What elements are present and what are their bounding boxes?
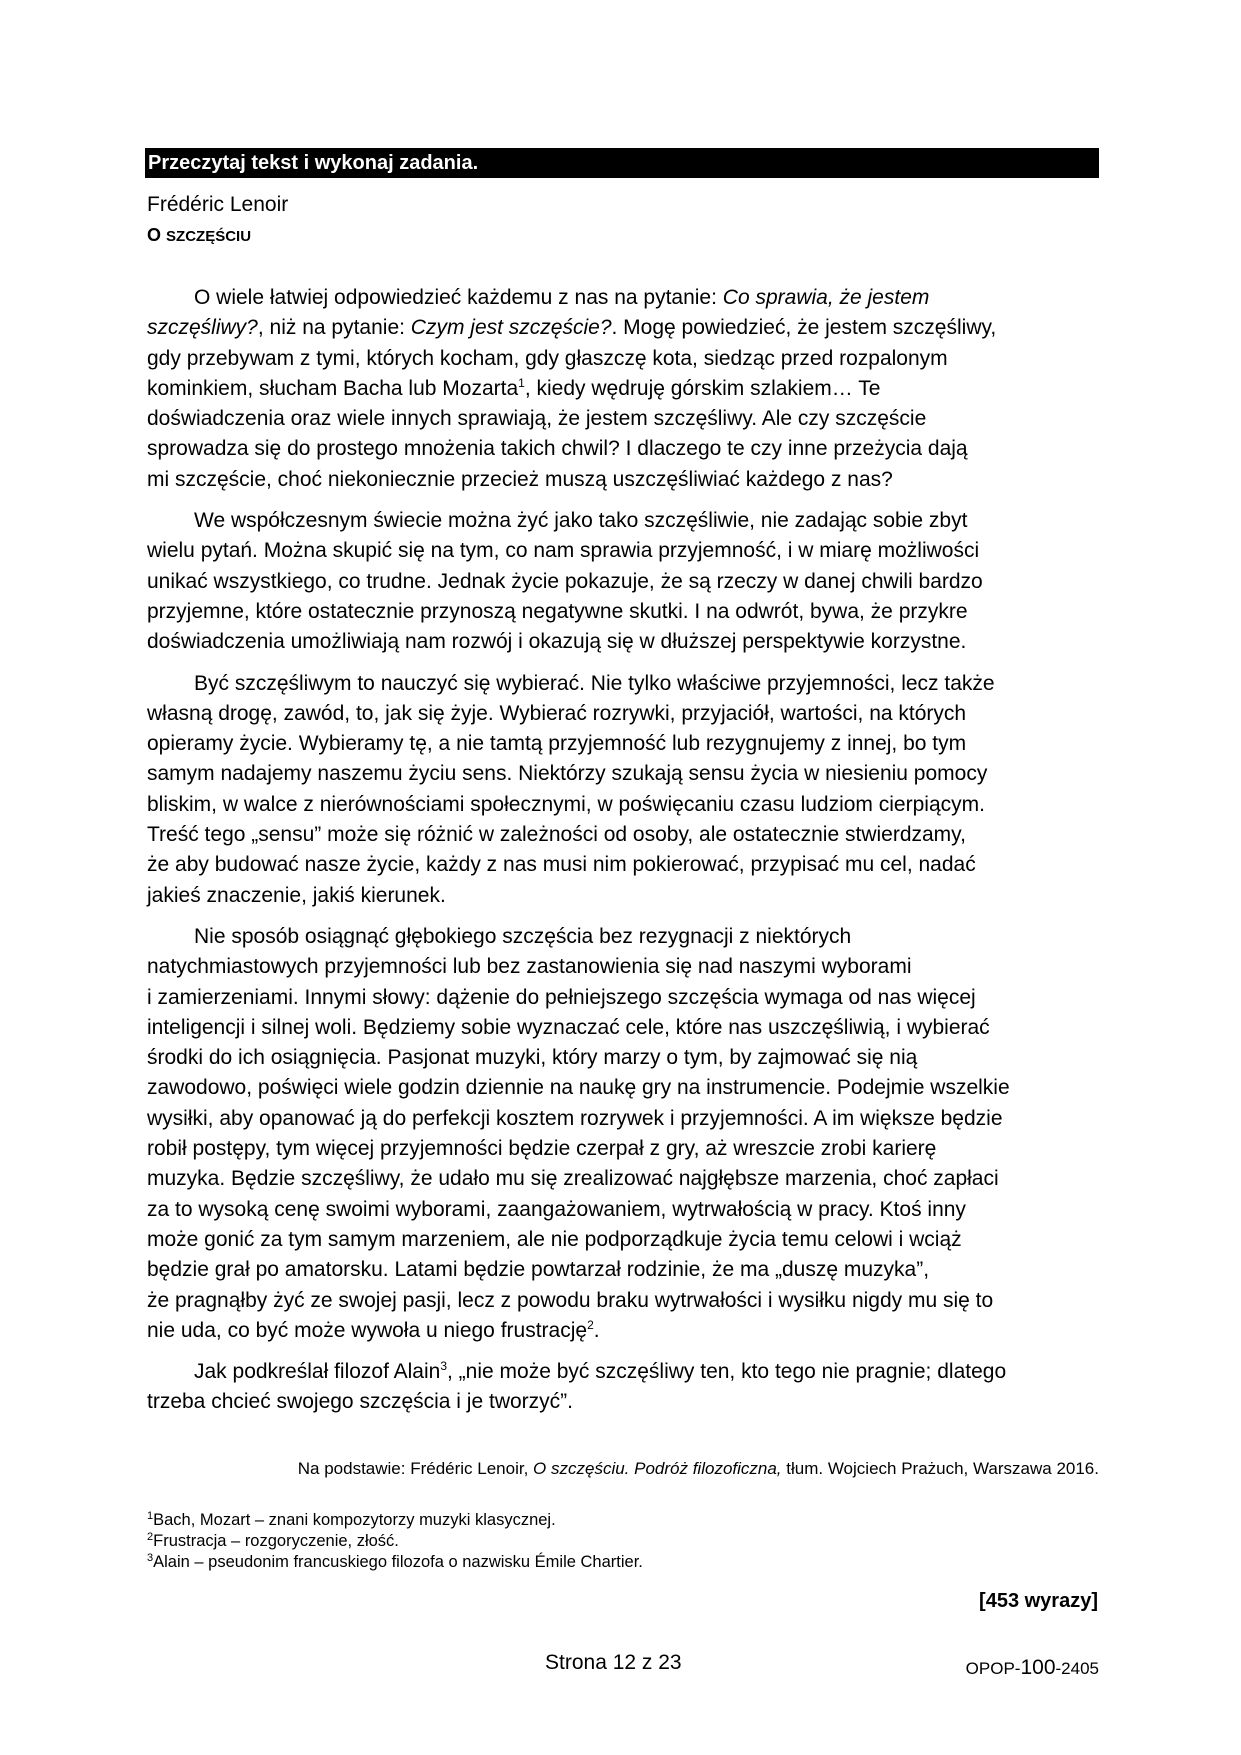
text-line: [147, 952, 1107, 982]
word-count: [453 wyrazy]: [979, 1590, 1098, 1612]
text-segment: gdy przebywam z tymi, których kocham, gdy głaszczę kota, siedząc przed rozpalonym: [147, 346, 948, 370]
text-line: [147, 699, 1107, 729]
exam-code-prefix: OPOP-: [965, 1659, 1021, 1678]
text-line: [147, 374, 1107, 404]
source-prefix: Na podstawie: Frédéric Lenoir,: [297, 1459, 534, 1478]
text-line: [147, 404, 1107, 434]
text-line: [147, 1134, 1107, 1164]
text-segment: Co sprawia, że jestem: [722, 286, 930, 309]
footnote-text: Alain – pseudonim francuskiego filozofa o nazwisku Émile Chartier.: [153, 1553, 643, 1571]
text-line: [147, 881, 1107, 911]
text-line: [147, 983, 1107, 1013]
paragraph: [147, 1357, 1107, 1418]
paragraph: [147, 506, 1107, 657]
text-segment: natychmiastowych przyjemności lub bez zastanowienia się nad naszymi wyborami: [147, 955, 912, 979]
footnote-ref: 1: [518, 375, 525, 390]
text-segment: szczęśliwy?: [147, 316, 258, 340]
text-line: [147, 820, 1107, 850]
footnote-number: 1: [147, 1510, 154, 1522]
footnote-number: 3: [147, 1552, 154, 1564]
source-book-title: O szczęściu. Podróż filozoficzna,: [533, 1459, 782, 1478]
text-line: [147, 669, 1107, 699]
text-line: [147, 597, 1107, 627]
footnote-number: 2: [147, 1531, 154, 1543]
text-line: [147, 1104, 1107, 1134]
text-segment: bliskim, w walce z nierównościami społecznymi, w poświęcaniu czasu ludziom cierpiącym.: [147, 792, 985, 816]
exam-code-mid: 100: [1020, 1656, 1056, 1679]
exam-code-suffix: -2405: [1055, 1659, 1099, 1678]
article-body: [147, 283, 1107, 1429]
text-line: [147, 283, 1107, 313]
text-segment: za to wysoką cenę swoimi wyborami, zaangażowaniem, wytrwałością w pracy. Ktoś inny: [147, 1197, 966, 1221]
title-rest: SZCZĘŚCIU: [166, 228, 252, 245]
title-first-letter: O: [147, 225, 162, 245]
footnote-text: Bach, Mozart – znani kompozytorzy muzyki klasycznej.: [153, 1511, 556, 1529]
text-segment: We współczesnym świecie można żyć jako tako szczęśliwie, nie zadając sobie zbyt: [194, 509, 968, 533]
text-author: Frédéric Lenoir: [147, 193, 289, 216]
text-line: [147, 567, 1107, 597]
text-segment: , kiedy wędruję górskim szlakiem… Te: [524, 376, 881, 400]
text-line: [147, 759, 1107, 789]
text-segment: , niż na pytanie:: [257, 316, 411, 340]
text-line: [147, 344, 1107, 374]
text-line: [147, 506, 1107, 536]
text-segment: mi szczęście, choć niekoniecznie przecież muszą uszczęśliwiać każdego z nas?: [147, 467, 893, 491]
text-segment: własną drogę, zawód, to, jak się żyje. Wybierać rozrywki, przyjaciół, wartości, na których: [147, 701, 967, 725]
text-segment: O wiele łatwiej odpowiedzieć każdemu z nas na pytanie:: [194, 286, 723, 309]
text-segment: będzie grał po amatorsku. Latami będzie powtarzał rodzinie, że ma „duszę muzyka”,: [147, 1258, 930, 1282]
text-title: [147, 223, 251, 249]
text-segment: sprowadza się do prostego mnożenia takich chwil? I dlaczego te czy inne przeżycia dają: [147, 437, 968, 461]
text-segment: doświadczenia oraz wiele innych sprawiają, że jestem szczęśliwy. Ale czy szczęście: [147, 407, 927, 431]
text-line: [147, 465, 1107, 495]
text-segment: wielu pytań. Można skupić się na tym, co nam sprawia przyjemność, i w miarę możliwości: [147, 539, 980, 563]
text-segment: samym nadajemy naszemu życiu sens. Niektórzy szukają sensu życia w niesieniu pomocy: [147, 762, 988, 786]
text-line: [147, 313, 1107, 343]
text-line: [147, 729, 1107, 759]
page-number: Strona 12 z 23: [545, 1651, 682, 1674]
footnote-ref: 3: [440, 1359, 447, 1374]
text-line: [147, 1073, 1107, 1103]
text-line: [147, 790, 1107, 820]
text-segment: robił postępy, tym więcej przyjemności będzie czerpał z gry, aż wreszcie zrobi karierę: [147, 1137, 937, 1161]
text-line: [147, 1195, 1107, 1225]
text-segment: opieramy życie. Wybieramy tę, a nie tamtą przyjemność lub rezygnujemy z innej, bo tym: [147, 732, 967, 756]
text-segment: Jak podkreślał filozof Alain: [194, 1360, 441, 1384]
text-line: [147, 1225, 1107, 1255]
source-suffix: tłum. Wojciech Prażuch, Warszawa 2016.: [781, 1459, 1099, 1478]
footnote: [147, 1531, 643, 1552]
text-line: [147, 922, 1107, 952]
text-segment: i zamierzeniami. Innymi słowy: dążenie do pełniejszego szczęścia wymaga od nas więcej: [147, 985, 976, 1009]
text-line: [147, 850, 1107, 880]
text-line: [147, 434, 1107, 464]
text-segment: doświadczenia umożliwiają nam rozwój i okazują się w dłuższej perspektywie korzystne.: [147, 630, 967, 654]
text-line: [147, 1164, 1107, 1194]
footnote: [147, 1510, 643, 1531]
source-citation: [298, 1458, 1099, 1480]
text-segment: jakieś znaczenie, jakiś kierunek.: [147, 883, 446, 907]
text-segment: , „nie może być szczęśliwy ten, kto tego nie pragnie; dlatego: [447, 1360, 1007, 1384]
paragraph: [147, 283, 1107, 495]
text-segment: że aby budować nasze życie, każdy z nas musi nim pokierować, przypisać mu cel, nadać: [147, 853, 976, 877]
text-segment: Być szczęśliwym to nauczyć się wybierać. Nie tylko właściwe przyjemności, lecz także: [194, 671, 995, 695]
text-segment: Nie sposób osiągnąć głębokiego szczęścia bez rezygnacji z niektórych: [194, 924, 852, 948]
text-segment: . Mogę powiedzieć, że jestem szczęśliwy,: [611, 316, 997, 340]
text-line: [147, 1013, 1107, 1043]
text-segment: Treść tego „sensu” może się różnić w zależności od osoby, ale ostatecznie stwierdzamy,: [147, 823, 966, 847]
text-segment: kominkiem, słucham Bacha lub Mozarta: [147, 376, 519, 400]
text-line: [147, 627, 1107, 657]
text-segment: zawodowo, poświęci wiele godzin dziennie na naukę gry na instrumencie. Podejmie wszelkie: [147, 1076, 1010, 1100]
text-segment: że pragnąłby żyć ze swojej pasji, lecz z powodu braku wytrwałości i wysiłku nigdy mu się to: [147, 1288, 994, 1312]
exam-code: [966, 1656, 1099, 1680]
text-line: [147, 1357, 1107, 1387]
text-segment: .: [593, 1318, 600, 1342]
text-segment: może gonić za tym samym marzeniem, ale nie podporządkuje życia temu celowi i wciąż: [147, 1227, 962, 1251]
text-line: [147, 1255, 1107, 1285]
text-segment: unikać wszystkiego, co trudne. Jednak życie pokazuje, że są rzeczy w danej chwili bardzo: [147, 569, 983, 593]
text-line: [147, 536, 1107, 566]
text-line: [147, 1043, 1107, 1073]
footnotes: [147, 1510, 643, 1573]
text-segment: środki do ich osiągnięcia. Pasjonat muzyki, który marzy o tym, by zajmować się nią: [147, 1046, 918, 1070]
text-segment: inteligencji i silnej woli. Będziemy sobie wyznaczać cele, które nas uszczęśliwią, i wybierać: [147, 1015, 990, 1039]
text-segment: muzyka. Będzie szczęśliwy, że udało mu się zrealizować najgłębsze marzenia, choć zapłaci: [147, 1167, 999, 1191]
footnote-text: Frustracja – rozgoryczenie, złość.: [153, 1532, 399, 1550]
footnote-ref: 2: [587, 1317, 594, 1332]
instruction-banner: Przeczytaj tekst i wykonaj zadania.: [145, 148, 1099, 178]
text-line: [147, 1387, 1107, 1417]
paragraph: [147, 669, 1107, 911]
paragraph: [147, 922, 1107, 1346]
footnote: [147, 1552, 643, 1573]
text-segment: nie uda, co być może wywoła u niego frustrację: [147, 1318, 588, 1342]
text-segment: trzeba chcieć swojego szczęścia i je tworzyć”.: [147, 1390, 573, 1414]
text-segment: przyjemne, które ostatecznie przynoszą negatywne skutki. I na odwrót, bywa, że przykre: [147, 599, 968, 623]
text-line: [147, 1316, 1107, 1346]
text-line: [147, 1286, 1107, 1316]
text-segment: wysiłki, aby opanować ją do perfekcji kosztem rozrywek i przyjemności. A im większe będzie: [147, 1106, 1003, 1130]
text-segment: Czym jest szczęście?: [410, 316, 612, 340]
